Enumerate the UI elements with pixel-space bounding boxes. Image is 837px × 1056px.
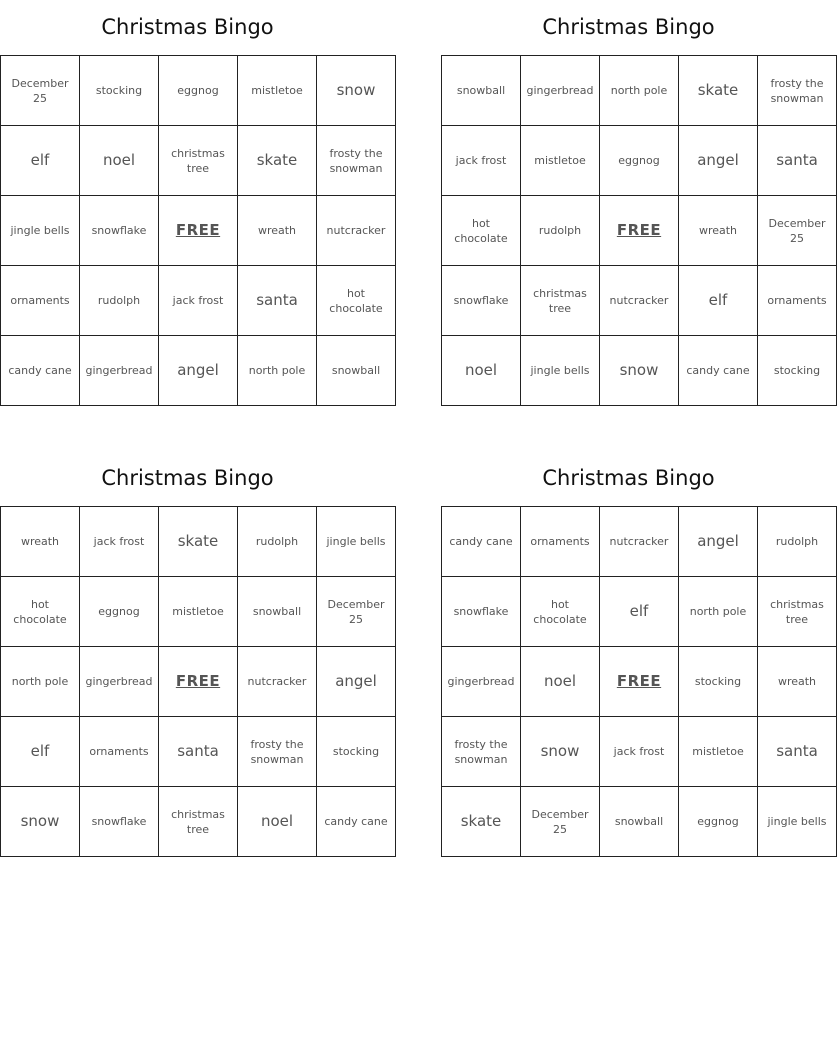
grid-row — [442, 266, 837, 336]
grid-cell: santa — [758, 717, 837, 787]
card-title: Christmas Bingo — [101, 466, 274, 490]
grid-cell: hot chocolate — [442, 196, 521, 266]
card-title: Christmas Bingo — [542, 466, 715, 490]
grid-cell: frosty the snowman — [317, 126, 396, 196]
grid-row — [1, 126, 396, 196]
grid-row — [442, 647, 837, 717]
grid-cell: frosty the snowman — [758, 56, 837, 126]
grid-cell: jack frost — [442, 126, 521, 196]
grid-cell: December 25 — [521, 787, 600, 857]
grid-cell: north pole — [600, 56, 679, 126]
grid-cell: elf — [600, 577, 679, 647]
grid-cell: hot chocolate — [1, 577, 80, 647]
grid-cell: candy cane — [317, 787, 396, 857]
grid-cell: noel — [238, 787, 317, 857]
card-title: Christmas Bingo — [542, 15, 715, 39]
grid-row — [442, 577, 837, 647]
grid-cell: mistletoe — [521, 126, 600, 196]
grid-cell: nutcracker — [600, 507, 679, 577]
grid-cell: gingerbread — [80, 647, 159, 717]
bingo-card-1 — [0, 0, 386, 406]
grid-cell: stocking — [80, 56, 159, 126]
grid-cell: jingle bells — [1, 196, 80, 266]
grid-row — [442, 336, 837, 406]
grid-cell: elf — [1, 717, 80, 787]
grid-cell: nutcracker — [238, 647, 317, 717]
bingo-grid — [441, 55, 837, 406]
grid-cell: candy cane — [679, 336, 758, 406]
grid-cell: nutcracker — [317, 196, 396, 266]
grid-cell: noel — [442, 336, 521, 406]
grid-row — [442, 56, 837, 126]
grid-cell: snow — [1, 787, 80, 857]
grid-row — [1, 647, 396, 717]
grid-cell: mistletoe — [238, 56, 317, 126]
grid-cell: skate — [679, 56, 758, 126]
grid-cell: candy cane — [1, 336, 80, 406]
grid-cell: noel — [521, 647, 600, 717]
grid-cell: eggnog — [159, 56, 238, 126]
grid-cell: jack frost — [80, 507, 159, 577]
grid-cell: eggnog — [600, 126, 679, 196]
grid-cell: jingle bells — [317, 507, 396, 577]
grid-cell: angel — [159, 336, 238, 406]
grid-cell: snowflake — [442, 577, 521, 647]
grid-cell: snowball — [238, 577, 317, 647]
grid-row — [1, 266, 396, 336]
free-space-cell: FREE — [600, 196, 679, 266]
grid-cell: hot chocolate — [521, 577, 600, 647]
grid-cell: christmas tree — [521, 266, 600, 336]
grid-cell: jack frost — [600, 717, 679, 787]
bingo-grid — [0, 55, 396, 406]
grid-cell: rudolph — [758, 507, 837, 577]
grid-cell: snowball — [442, 56, 521, 126]
grid-cell: santa — [238, 266, 317, 336]
grid-cell: ornaments — [758, 266, 837, 336]
grid-cell: frosty the snowman — [238, 717, 317, 787]
grid-cell: mistletoe — [679, 717, 758, 787]
grid-cell: rudolph — [80, 266, 159, 336]
grid-cell: gingerbread — [442, 647, 521, 717]
grid-cell: snowflake — [442, 266, 521, 336]
grid-cell: eggnog — [80, 577, 159, 647]
grid-row — [1, 787, 396, 857]
grid-row — [1, 717, 396, 787]
grid-cell: angel — [679, 507, 758, 577]
grid-cell: stocking — [317, 717, 396, 787]
grid-cell: christmas tree — [758, 577, 837, 647]
grid-cell: christmas tree — [159, 126, 238, 196]
grid-cell: skate — [159, 507, 238, 577]
grid-cell: gingerbread — [80, 336, 159, 406]
grid-cell: ornaments — [521, 507, 600, 577]
bingo-grid — [0, 506, 396, 857]
grid-row — [442, 126, 837, 196]
grid-cell: candy cane — [442, 507, 521, 577]
grid-row — [1, 56, 396, 126]
free-space-cell: FREE — [600, 647, 679, 717]
grid-cell: santa — [159, 717, 238, 787]
grid-cell: north pole — [238, 336, 317, 406]
grid-cell: angel — [317, 647, 396, 717]
grid-cell: hot chocolate — [317, 266, 396, 336]
grid-cell: christmas tree — [159, 787, 238, 857]
grid-cell: snowball — [600, 787, 679, 857]
grid-row — [1, 196, 396, 266]
free-space-cell: FREE — [159, 647, 238, 717]
grid-cell: skate — [442, 787, 521, 857]
grid-cell: snowflake — [80, 787, 159, 857]
grid-cell: ornaments — [80, 717, 159, 787]
grid-row — [442, 787, 837, 857]
grid-cell: north pole — [679, 577, 758, 647]
free-space-cell: FREE — [159, 196, 238, 266]
grid-cell: wreath — [238, 196, 317, 266]
grid-cell: santa — [758, 126, 837, 196]
grid-row — [442, 507, 837, 577]
grid-cell: snow — [317, 56, 396, 126]
bingo-card-4 — [441, 451, 827, 857]
grid-cell: gingerbread — [521, 56, 600, 126]
bingo-card-2 — [441, 0, 827, 406]
grid-row — [442, 717, 837, 787]
grid-cell: elf — [1, 126, 80, 196]
grid-cell: north pole — [1, 647, 80, 717]
grid-row — [1, 507, 396, 577]
grid-cell: noel — [80, 126, 159, 196]
grid-cell: December 25 — [1, 56, 80, 126]
grid-cell: stocking — [679, 647, 758, 717]
grid-cell: jack frost — [159, 266, 238, 336]
bingo-grid — [441, 506, 837, 857]
grid-cell: wreath — [679, 196, 758, 266]
grid-cell: nutcracker — [600, 266, 679, 336]
grid-cell: rudolph — [521, 196, 600, 266]
grid-cell: stocking — [758, 336, 837, 406]
grid-row — [1, 577, 396, 647]
card-title: Christmas Bingo — [101, 15, 274, 39]
grid-row — [1, 336, 396, 406]
grid-cell: snow — [600, 336, 679, 406]
grid-cell: December 25 — [758, 196, 837, 266]
grid-cell: jingle bells — [521, 336, 600, 406]
grid-cell: skate — [238, 126, 317, 196]
grid-cell: mistletoe — [159, 577, 238, 647]
grid-cell: angel — [679, 126, 758, 196]
grid-cell: eggnog — [679, 787, 758, 857]
grid-cell: snowflake — [80, 196, 159, 266]
grid-cell: snowball — [317, 336, 396, 406]
grid-row — [442, 196, 837, 266]
grid-cell: snow — [521, 717, 600, 787]
grid-cell: ornaments — [1, 266, 80, 336]
grid-cell: jingle bells — [758, 787, 837, 857]
grid-cell: rudolph — [238, 507, 317, 577]
grid-cell: December 25 — [317, 577, 396, 647]
grid-cell: wreath — [758, 647, 837, 717]
bingo-card-3 — [0, 451, 388, 857]
grid-cell: wreath — [1, 507, 80, 577]
grid-cell: frosty the snowman — [442, 717, 521, 787]
grid-cell: elf — [679, 266, 758, 336]
